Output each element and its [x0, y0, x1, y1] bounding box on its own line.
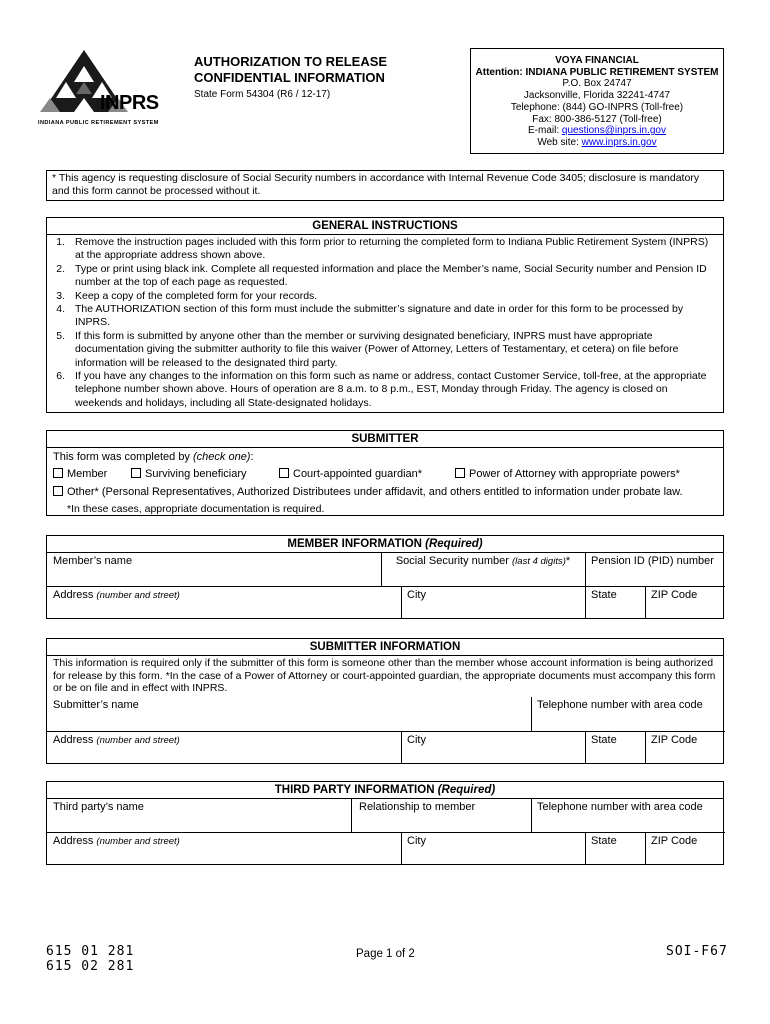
member-zip-field[interactable] [645, 586, 725, 619]
po-box: P.O. Box 24747 [562, 78, 632, 90]
field-note: (last 4 digits) [512, 556, 566, 567]
divider [381, 553, 382, 586]
fax-line: Fax: 800-386-5127 (Toll-free) [532, 113, 662, 125]
field-label: ZIP Code [651, 589, 698, 601]
submitter-title: SUBMITTER [47, 431, 723, 448]
instruction-text: Keep a copy of the completed form for your records. [75, 289, 318, 302]
court-guardian-checkbox[interactable] [279, 468, 289, 478]
divider [351, 799, 352, 832]
option-power-of-attorney[interactable] [455, 468, 680, 480]
logo-wordmark: INPRS [100, 92, 159, 114]
footer-code-line1: 615 01 281 [46, 944, 135, 959]
submitter-information-section [46, 638, 724, 764]
general-instructions-title: GENERAL INSTRUCTIONS [47, 218, 723, 235]
third-party-address-field[interactable] [47, 832, 401, 865]
state-form-number: State Form 54304 (R6 / 12-17) [194, 89, 331, 100]
third-party-state-field[interactable] [585, 832, 645, 865]
completed-by-line [53, 451, 254, 463]
telephone-line: Telephone: (844) GO-INPRS (Toll-free) [510, 101, 684, 113]
submitter-info-description: This information is required only if the submitter of this form is someone other than the member whose account information is being authorized for release by this form. *In the case of a Power of Attorney or court-appointed guardian, the appropriate documents must accompany this form or be on file and in effect with INPRS. [53, 657, 716, 695]
field-label: Telephone number with area code [537, 699, 703, 711]
third-party-zip-field[interactable] [645, 832, 725, 865]
website-line [471, 137, 723, 149]
instruction-text: If you have any changes to the information on this form such as name or address, contact Customer Service, toll-free, at the appropriate telephone number shown above. Hours of operation are 8 a.m. to 8 p.m., EST, Monday through Friday. The agency is closed on weekends and holidays, including all State-designated holidays. [75, 370, 707, 409]
divider [645, 731, 646, 764]
field-label: City [407, 589, 426, 601]
submitter-name-field[interactable] [47, 697, 531, 731]
instruction-number: 1. [56, 236, 65, 248]
page-number: Page 1 of 2 [356, 948, 415, 960]
company-name: VOYA FINANCIAL [555, 55, 639, 66]
instruction-text: Remove the instruction pages included with this form prior to returning the completed form to Indiana Public Retirement System (INPRS) at the appropriate address shown above. [75, 236, 709, 262]
check-one-note: (check one) [193, 451, 251, 463]
instruction-text: Type or print using black ink. Complete all requested information and place the Member’s name, Social Security number and Pension ID number at the top of each page as requested. [75, 262, 707, 289]
field-star: * [565, 555, 571, 567]
instructions-list [47, 235, 723, 410]
field-note: (number and street) [96, 836, 180, 847]
submitter-phone-field[interactable] [531, 697, 725, 731]
third-party-city-field[interactable] [401, 832, 585, 865]
surviving-beneficiary-checkbox[interactable] [131, 468, 141, 478]
field-note: (number and street) [96, 590, 180, 601]
divider [585, 553, 586, 586]
instruction-text: If this form is submitted by anyone other than the member or surviving designated beneficiary, INPRS must have appropriate documentation giving the submitter authority to file this waiver (Power of Attorney, Letters of Testamentary, et cetera) on file before information will be released to the designated third party. [75, 329, 679, 369]
field-label: ZIP Code [651, 734, 698, 746]
website-link[interactable]: www.inprs.in.gov [581, 136, 657, 148]
third-party-relationship-field[interactable] [351, 799, 531, 832]
logo-subtext: INDIANA PUBLIC RETIREMENT SYSTEM [38, 120, 159, 126]
divider [645, 832, 646, 865]
field-label: Address [53, 734, 97, 746]
instruction-number: 2. [56, 262, 65, 275]
instruction-number: 5. [56, 329, 65, 342]
instruction-item [47, 370, 717, 410]
required-note: (Required) [425, 538, 483, 550]
third-party-information-section [46, 781, 724, 865]
member-checkbox[interactable] [53, 468, 63, 478]
divider [401, 731, 402, 764]
divider [645, 586, 646, 619]
third-party-title-text: THIRD PARTY INFORMATION [274, 784, 438, 796]
instruction-item [47, 303, 717, 330]
email-label: E-mail: [527, 125, 562, 137]
general-instructions-section [46, 217, 724, 413]
completed-by-label: This form was completed by [53, 451, 193, 463]
member-address-field[interactable] [47, 586, 401, 619]
email-line [471, 125, 723, 137]
footer-code-line2: 615 02 281 [46, 959, 135, 974]
instruction-number: 3. [56, 289, 65, 302]
ssn-disclosure-notice: * This agency is requesting disclosure of Social Security numbers in accordance with Internal Revenue Code 3405; disclosure is mandatory and this form cannot be processed without it. [46, 170, 724, 201]
instruction-item [47, 263, 717, 290]
other-checkbox[interactable] [53, 486, 63, 496]
field-label: Address [53, 835, 97, 847]
submitter-state-field[interactable] [585, 731, 645, 764]
member-info-title-text: MEMBER INFORMATION [287, 538, 426, 550]
field-label: Submitter’s name [53, 699, 139, 711]
option-label: Surviving beneficiary [145, 468, 247, 480]
member-state-field[interactable] [585, 586, 645, 619]
website-label: Web site: [537, 136, 582, 148]
mailing-address-box [470, 48, 724, 154]
field-label: Address [53, 589, 97, 601]
instruction-number: 4. [56, 303, 65, 316]
third-party-title [47, 782, 723, 799]
option-label: Power of Attorney with appropriate powers* [469, 468, 680, 480]
city-line: Jacksonville, Florida 32241-4747 [523, 90, 671, 102]
option-label: Court-appointed guardian* [293, 468, 423, 480]
field-label: Pension ID (PID) number [591, 555, 714, 567]
inprs-triangle-logo-icon [36, 48, 164, 130]
field-label: State [591, 734, 617, 746]
field-label: Telephone number with area code [537, 801, 703, 813]
inprs-logo [36, 48, 164, 130]
field-label: ZIP Code [651, 835, 698, 847]
form-title-line1: AUTHORIZATION TO RELEASE [194, 54, 388, 69]
field-label: Member’s name [53, 555, 133, 567]
third-party-phone-field[interactable] [531, 799, 725, 832]
option-label: Member [67, 468, 108, 480]
form-title-line2: CONFIDENTIAL INFORMATION [194, 70, 385, 85]
option-label: Other* (Personal Representatives, Authorized Distributees under affidavit, and others entitled to information under probate law. [67, 486, 683, 498]
divider [585, 731, 586, 764]
required-note: (Required) [437, 784, 496, 796]
instruction-text: The AUTHORIZATION section of this form must include the submitter’s signature and date in order for this form to be processed by INPRS. [75, 303, 684, 329]
member-ssn-field[interactable] [381, 553, 585, 586]
member-information-title [47, 536, 723, 553]
attention-line: Attention: INDIANA PUBLIC RETIREMENT SYSTEM [475, 66, 719, 78]
divider [401, 586, 402, 619]
third-party-name-field[interactable] [47, 799, 351, 832]
field-label: State [591, 589, 617, 601]
field-note: (number and street) [96, 735, 180, 746]
divider [585, 832, 586, 865]
footer-form-codes [46, 944, 134, 974]
instruction-item [47, 236, 717, 263]
divider [531, 697, 532, 731]
field-label: Social Security number [395, 555, 513, 567]
instruction-number: 6. [56, 370, 65, 383]
option-member[interactable] [53, 468, 107, 480]
submitter-information-title: SUBMITTER INFORMATION [47, 639, 723, 656]
member-city-field[interactable] [401, 586, 585, 619]
instruction-item [47, 330, 717, 370]
power-of-attorney-checkbox[interactable] [455, 468, 465, 478]
field-label: City [407, 734, 426, 746]
field-label: Third party’s name [53, 801, 144, 813]
submitter-zip-field[interactable] [645, 731, 725, 764]
member-information-section [46, 535, 724, 619]
member-name-field[interactable] [47, 553, 381, 586]
email-link[interactable]: questions@inprs.in.gov [561, 125, 666, 137]
instruction-item [47, 290, 717, 303]
form-title [194, 54, 454, 86]
field-label: Relationship to member [359, 801, 476, 813]
option-surviving-beneficiary[interactable] [131, 468, 247, 480]
divider [585, 586, 586, 619]
member-pid-field[interactable] [585, 553, 725, 586]
submitter-address-field[interactable] [47, 731, 401, 764]
field-label: State [591, 835, 617, 847]
divider [401, 832, 402, 865]
submitter-section [46, 430, 724, 516]
divider [531, 799, 532, 832]
documentation-note: *In these cases, appropriate documentation is required. [67, 503, 325, 515]
completed-by-colon: : [250, 451, 254, 463]
field-label: City [407, 835, 426, 847]
submitter-city-field[interactable] [401, 731, 585, 764]
option-other[interactable] [53, 486, 683, 498]
option-court-guardian[interactable] [279, 468, 422, 480]
form-code: SOI-F67 [666, 944, 728, 959]
